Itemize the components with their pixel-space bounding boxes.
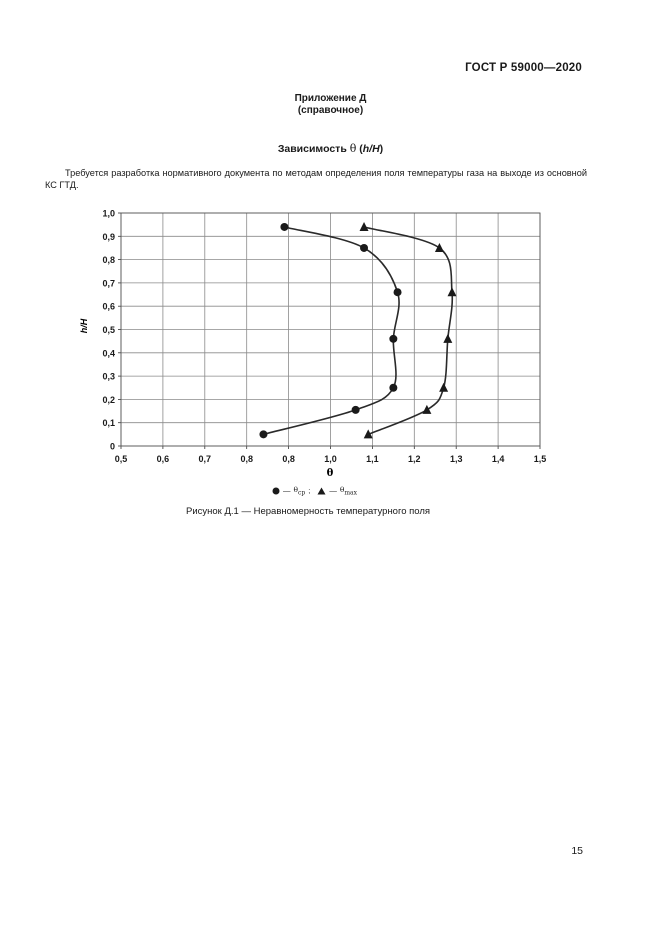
y-tick-label: 0,5 (102, 325, 115, 335)
x-tick-label: 1,1 (366, 454, 379, 464)
y-tick-label: 0,8 (102, 255, 115, 266)
x-tick-label: 1,0 (324, 454, 337, 464)
x-tick-label: 1,4 (491, 454, 505, 464)
legend-circle-marker (272, 487, 280, 495)
heading-symbol: θ (349, 142, 357, 155)
chart-markers (259, 222, 456, 438)
legend-label-2: $\theta_{max}$ (339, 485, 357, 497)
triangle-point (443, 334, 452, 343)
x-axis-label: θ (326, 468, 334, 479)
y-tick-label: 0,2 (102, 394, 115, 405)
circle-point (352, 406, 360, 414)
y-tick-label: 0,7 (102, 278, 115, 289)
x-tick-label: 0,7 (198, 454, 212, 464)
triangle-point (422, 405, 431, 414)
x-tick-label: 1,5 (533, 454, 547, 464)
triangle-point (435, 243, 444, 252)
y-tick-label: 0,6 (102, 301, 115, 312)
legend-sep: ; (308, 486, 311, 496)
y-tick-label: 0,1 (102, 418, 115, 429)
circle-point (394, 288, 402, 296)
chart-ticks (102, 209, 546, 465)
body-paragraph: Требуется разработка нормативного документа по методам определения поля температуры газа на выходе из основной КС ГТД. (45, 168, 587, 190)
x-tick-label: 1,2 (408, 454, 421, 464)
chart-legend (272, 485, 357, 497)
chart (70, 200, 560, 480)
page-number: 15 (571, 845, 583, 857)
y-axis-label: h/H (79, 318, 89, 334)
circle-point (280, 223, 288, 231)
figure-caption: Рисунок Д.1 — Неравномерность температурного поля (186, 506, 431, 517)
chart-grid (118, 213, 540, 449)
legend-dash-2: — (329, 486, 337, 496)
circle-point (389, 384, 397, 392)
chart-curves (263, 227, 452, 434)
y-tick-label: 0,3 (102, 371, 115, 382)
appendix-block (0, 93, 661, 117)
heading-close: ) (379, 143, 384, 155)
triangle-point (360, 222, 369, 231)
triangle-point (439, 383, 448, 392)
circle-point (389, 335, 397, 343)
heading-open: ( (359, 143, 363, 155)
x-tick-label: 0,6 (156, 454, 170, 464)
y-tick-label: 0,4 (102, 348, 115, 359)
circle-point (259, 430, 267, 438)
x-tick-label: 1,3 (449, 454, 463, 464)
heading-arg: h/H (362, 143, 380, 155)
series-line-1 (263, 227, 399, 434)
appendix-status: (справочное) (297, 105, 364, 116)
y-tick-label: 0,9 (102, 231, 115, 242)
x-tick-label: 0,5 (114, 454, 128, 464)
legend-dash-1: — (283, 486, 291, 496)
standard-number: ГОСТ Р 59000—2020 (465, 62, 582, 74)
y-tick-label: 1,0 (102, 208, 115, 219)
y-tick-label: 0 (109, 441, 115, 452)
heading-prefix: Зависимость (277, 143, 347, 155)
legend-label-1: $\theta_{ср}$ (293, 485, 306, 497)
circle-point (360, 244, 368, 252)
appendix-title: Приложение Д (294, 93, 367, 104)
x-tick-label: 0,8 (282, 454, 295, 464)
x-tick-label: 0,8 (240, 454, 253, 464)
section-heading (0, 142, 661, 155)
legend-triangle-marker (317, 487, 326, 495)
triangle-point (448, 287, 457, 296)
